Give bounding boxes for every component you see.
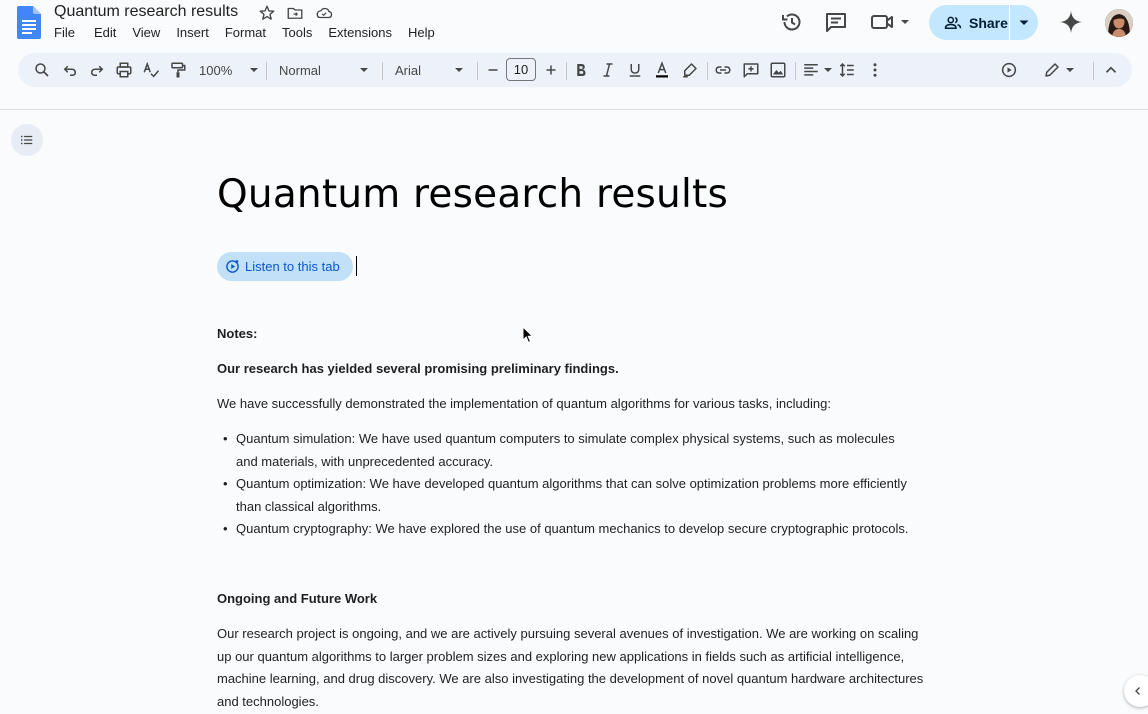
zoom-chevron-down-icon (250, 68, 258, 72)
font-value: Arial (395, 62, 422, 78)
intro-paragraph: We have successfully demonstrated the implementation of quantum algorithms for various tasks, including: (217, 396, 831, 411)
menu-file[interactable]: File (54, 25, 75, 40)
toolbar-divider (566, 62, 567, 80)
align-icon[interactable] (802, 61, 832, 79)
font-chevron-down-icon (455, 68, 463, 72)
list-item (223, 473, 923, 518)
menu-view[interactable]: View (132, 25, 161, 40)
list-item-text: Quantum cryptography: We have explored the use of quantum mechanics to develop secure cryptographic protocols. (236, 521, 909, 536)
bullet-dot: • (223, 476, 228, 491)
mouse-pointer-icon (522, 326, 534, 344)
zoom-value: 100% (199, 62, 233, 78)
document-title[interactable]: Quantum research results (54, 3, 239, 20)
menu-tools[interactable]: Tools (282, 25, 313, 40)
toolbar-divider (795, 62, 796, 80)
document-page[interactable] (0, 110, 1148, 714)
link-icon[interactable] (714, 61, 732, 79)
underline-icon[interactable] (626, 61, 644, 79)
search-icon[interactable] (33, 61, 51, 79)
highlight-icon[interactable] (681, 61, 699, 79)
share-button[interactable] (929, 5, 1038, 40)
list-item-text: Quantum simulation: We have used quantum computers to simulate complex physical systems, such as molecules and materials, with unprecedented accuracy. (236, 431, 895, 469)
spellcheck-icon[interactable] (142, 61, 160, 79)
menu-help[interactable]: Help (407, 25, 435, 40)
style-chevron-down-icon (360, 68, 368, 72)
docs-logo-icon[interactable] (17, 6, 41, 39)
share-label: Share (969, 14, 1008, 31)
align-chevron-down-icon (824, 68, 832, 72)
listen-label: Listen to this tab (245, 259, 340, 274)
bullet-dot: • (223, 521, 228, 536)
star-icon[interactable] (258, 4, 278, 22)
decrease-font-size-icon[interactable] (484, 61, 502, 79)
text-color-icon[interactable] (653, 61, 671, 79)
comments-icon[interactable] (824, 10, 848, 34)
document-heading: Quantum research results (217, 172, 729, 217)
menu-bar (54, 25, 451, 41)
findings-heading: Our research has yielded several promising preliminary findings. (217, 361, 619, 376)
cloud-saved-icon[interactable] (314, 4, 334, 22)
version-history-icon[interactable] (780, 10, 804, 34)
image-icon[interactable] (769, 61, 787, 79)
notes-label: Notes: (217, 326, 258, 341)
toolbar-divider (477, 62, 478, 80)
people-icon (944, 14, 962, 32)
increase-font-size-icon[interactable] (542, 61, 560, 79)
menu-format[interactable]: Format (224, 25, 266, 40)
style-value: Normal (279, 62, 321, 78)
style-select[interactable] (279, 61, 368, 79)
toolbar-divider (707, 62, 708, 80)
text-cursor (356, 256, 357, 276)
editing-chevron-down-icon (1066, 68, 1074, 72)
italic-icon[interactable] (599, 61, 617, 79)
redo-icon[interactable] (88, 61, 106, 79)
ongoing-heading: Ongoing and Future Work (217, 591, 378, 606)
toolbar-divider (266, 62, 267, 80)
bullet-dot: • (223, 431, 228, 446)
listen-chip[interactable] (217, 252, 353, 281)
bullet-list (223, 428, 923, 541)
menu-insert[interactable]: Insert (176, 25, 209, 40)
list-item (223, 518, 923, 541)
menu-extensions[interactable]: Extensions (328, 25, 392, 40)
font-select[interactable] (395, 61, 463, 79)
gemini-icon[interactable] (1059, 10, 1083, 34)
move-folder-icon[interactable] (286, 4, 306, 22)
toolbar-divider (1093, 62, 1094, 80)
ongoing-paragraph: Our research project is ongoing, and we are actively pursuing several avenues of investigation. We are working on scaling up our quantum algorithms to larger problem sizes and exploring new applications in fields such as artificial intelligence, machine learning, and drug discovery. We are also investigating the development of novel quantum hardware architectures and technologies. (217, 626, 924, 709)
bold-icon[interactable] (572, 61, 590, 79)
zoom-select[interactable] (199, 61, 258, 79)
share-main[interactable] (929, 5, 1009, 40)
line-spacing-icon[interactable] (838, 61, 856, 79)
collapse-icon[interactable] (1102, 61, 1120, 79)
paint-format-icon[interactable] (169, 61, 187, 79)
list-item (223, 428, 913, 473)
menu-edit[interactable]: Edit (93, 25, 117, 40)
more-icon[interactable] (866, 61, 884, 79)
toolbar (18, 53, 1132, 87)
list-item-text: Quantum optimization: We have developed quantum algorithms that can solve optimization problems more efficiently than classical algorithms. (236, 476, 907, 514)
undo-icon[interactable] (61, 61, 79, 79)
side-panel-chevron-icon[interactable] (1124, 675, 1148, 707)
add-comment-icon[interactable] (742, 61, 760, 79)
font-size-input[interactable]: 10 (506, 58, 536, 81)
listen-icon (225, 259, 240, 274)
print-icon[interactable] (115, 61, 133, 79)
voice-icon[interactable] (1000, 61, 1018, 79)
meet-icon[interactable] (870, 10, 912, 34)
share-dropdown-chevron-icon[interactable] (1010, 5, 1038, 40)
toolbar-divider (382, 62, 383, 80)
editing-mode-icon[interactable] (1043, 61, 1074, 79)
avatar[interactable] (1105, 9, 1133, 37)
app-header (0, 0, 1148, 52)
